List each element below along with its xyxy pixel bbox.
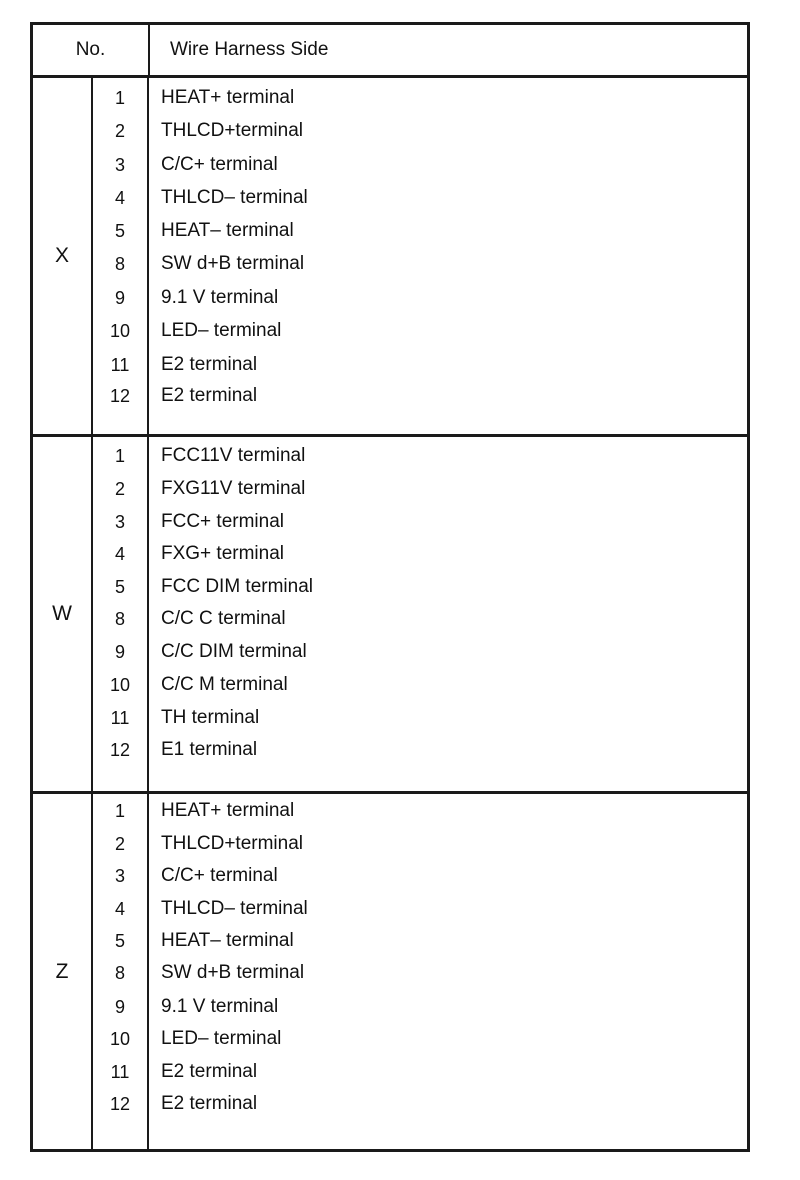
- pin-number: 5: [114, 221, 125, 241]
- terminal-description: FXG11V terminal: [161, 478, 306, 499]
- terminal-description: 9.1 V terminal: [161, 287, 279, 308]
- pin-number: 8: [114, 963, 125, 983]
- table-row: [33, 248, 747, 280]
- pin-number: 3: [114, 155, 125, 175]
- table-row: [33, 349, 747, 381]
- table-row: [33, 182, 747, 214]
- pin-number: 2: [114, 834, 125, 854]
- terminal-description: THLCD+terminal: [161, 120, 304, 141]
- terminal-description: E2 terminal: [161, 1093, 258, 1114]
- pin-number: 3: [114, 866, 125, 886]
- table-row: [33, 795, 747, 827]
- pin-number: 8: [114, 609, 125, 629]
- table-row: [33, 669, 747, 701]
- pin-number: 11: [110, 708, 130, 728]
- table-row: [33, 506, 747, 538]
- terminal-description: SW d+B terminal: [161, 962, 305, 983]
- table-row: [33, 860, 747, 892]
- terminal-description: FCC DIM terminal: [161, 576, 314, 597]
- terminal-description: HEAT+ terminal: [161, 800, 295, 821]
- pin-number: 11: [110, 1062, 130, 1082]
- terminal-description: HEAT– terminal: [161, 930, 294, 951]
- pin-number: 9: [114, 997, 125, 1017]
- table-row: [33, 149, 747, 181]
- terminal-description: FCC+ terminal: [161, 511, 284, 532]
- terminal-description: HEAT+ terminal: [161, 87, 295, 108]
- table-header: [33, 25, 747, 78]
- group-label: W: [52, 602, 72, 625]
- header-wire-harness-side: Wire Harness Side: [170, 39, 329, 60]
- table-row: [33, 315, 747, 347]
- table-row: [33, 82, 747, 114]
- pin-number: 8: [114, 254, 125, 274]
- terminal-description: THLCD– terminal: [161, 187, 308, 208]
- pin-number: 9: [114, 642, 125, 662]
- table-row: [33, 828, 747, 860]
- pin-number: 2: [114, 479, 125, 499]
- table-row: [33, 603, 747, 635]
- table-row: [33, 636, 747, 668]
- terminal-description: THLCD+terminal: [161, 833, 304, 854]
- table-row: [33, 1023, 747, 1055]
- pin-number: 10: [109, 675, 131, 695]
- table-row: [33, 571, 747, 603]
- terminal-description: C/C DIM terminal: [161, 641, 307, 662]
- pin-number: 5: [114, 931, 125, 951]
- table-row: [33, 473, 747, 505]
- terminal-table: [30, 22, 750, 1152]
- terminal-description: THLCD– terminal: [161, 898, 308, 919]
- terminal-description: FCC11V terminal: [161, 445, 306, 466]
- pin-number: 12: [109, 740, 131, 760]
- group-z: [33, 794, 747, 1149]
- terminal-description: SW d+B terminal: [161, 253, 305, 274]
- pin-number: 4: [114, 188, 125, 208]
- pin-number: 10: [109, 321, 131, 341]
- pin-number: 12: [109, 386, 131, 406]
- pin-number: 1: [114, 801, 125, 821]
- table-row: [33, 925, 747, 957]
- terminal-description: C/C+ terminal: [161, 154, 278, 175]
- pin-number: 10: [109, 1029, 131, 1049]
- table-row: [33, 991, 747, 1023]
- terminal-description: TH terminal: [161, 707, 260, 728]
- pin-number: 11: [110, 355, 130, 375]
- group-label: Z: [55, 959, 69, 983]
- terminal-description: C/C M terminal: [161, 674, 288, 695]
- header-no: No.: [33, 25, 150, 75]
- table-row: [33, 1088, 747, 1120]
- terminal-description: E2 terminal: [161, 354, 258, 375]
- terminal-description: FXG+ terminal: [161, 543, 285, 564]
- pin-number: 3: [114, 512, 125, 532]
- pin-number: 1: [114, 446, 125, 466]
- table-row: [33, 893, 747, 925]
- table-row: [33, 380, 747, 412]
- terminal-description: LED– terminal: [161, 1028, 282, 1049]
- table-row: [33, 282, 747, 314]
- table-row: [33, 440, 747, 472]
- pin-number: 2: [114, 121, 125, 141]
- group-x: [33, 78, 747, 437]
- pin-number: 12: [109, 1094, 131, 1114]
- terminal-description: E2 terminal: [161, 1061, 258, 1082]
- pin-number: 9: [114, 288, 125, 308]
- terminal-description: 9.1 V terminal: [161, 996, 279, 1017]
- table-row: [33, 702, 747, 734]
- pin-number: 4: [114, 899, 125, 919]
- table-row: [33, 538, 747, 570]
- table-row: [33, 1056, 747, 1088]
- pin-number: 1: [114, 88, 125, 108]
- table-row: [33, 215, 747, 247]
- terminal-description: E1 terminal: [161, 739, 258, 760]
- terminal-description: LED– terminal: [161, 320, 282, 341]
- table-row: [33, 115, 747, 147]
- table-row: [33, 734, 747, 766]
- pin-number: 4: [114, 544, 125, 564]
- group-label: X: [54, 244, 69, 267]
- table-row: [33, 957, 747, 989]
- pin-number: 5: [114, 577, 125, 597]
- terminal-description: HEAT– terminal: [161, 220, 294, 241]
- group-w: [33, 437, 747, 794]
- terminal-description: E2 terminal: [161, 385, 258, 406]
- terminal-description: C/C C terminal: [161, 608, 286, 629]
- terminal-description: C/C+ terminal: [161, 865, 278, 886]
